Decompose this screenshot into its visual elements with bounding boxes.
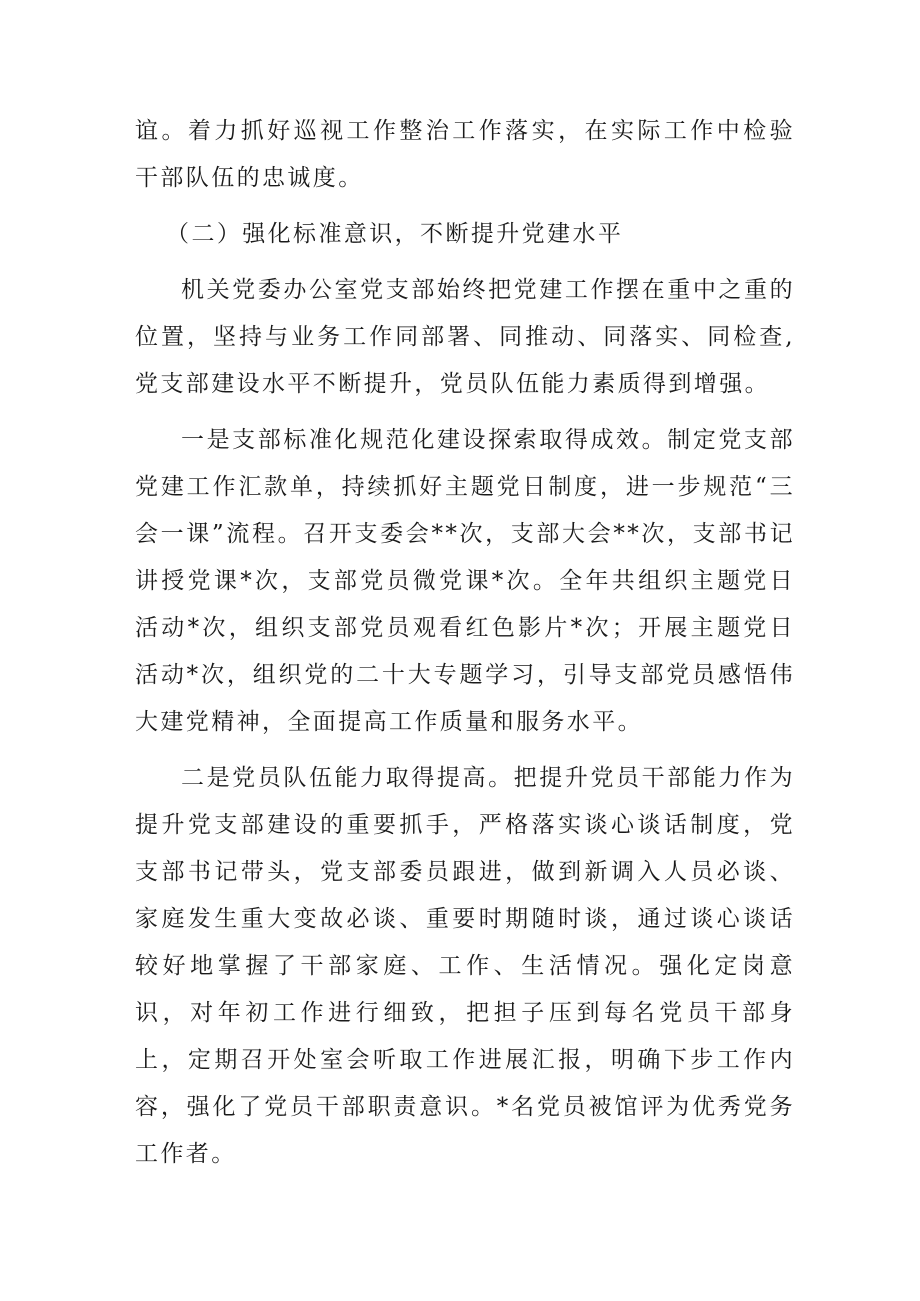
paragraph-standardization: 一是支部标准化规范化建设探索取得成效。制定党支部党建工作汇款单，持续抓好主题党日制度，进一步规范“三会一课”流程。召开支委会**次，支部大会**次，支部书记讲授党课*次，支部党员微党课*次。全年共组织主题党日活动*次，组织支部党员观看红色影片*次；开展主题党日活动*次，组织党的二十大专题学习，引导支部党员感悟伟大建党精神，全面提高工作质量和服务水平。 [135, 427, 795, 735]
paragraph-intro: 机关党委办公室党支部始终把党建工作摆在重中之重的位置，坚持与业务工作同部署、同推动、同落实、同检查,党支部建设水平不断提升，党员队伍能力素质得到增强。 [135, 277, 795, 397]
paragraph-team-capability: 二是党员队伍能力取得提高。把提升党员干部能力作为提升党支部建设的重要抓手，严格落实谈心谈话制度，党支部书记带头，党支部委员跟进，做到新调入人员必谈、家庭发生重大变故必谈、重要时期随时谈，通过谈心谈话较好地掌握了干部家庭、工作、生活情况。强化定岗意识，对年初工作进行细致，把担子压到每名党员干部身上，定期召开处室会听取工作进展汇报，明确下步工作内容，强化了党员干部职责意识。*名党员被馆评为优秀党务工作者。 [135, 765, 795, 1167]
document-body [135, 108, 795, 1187]
section-heading: （二）强化标准意识，不断提升党建水平 [166, 221, 624, 247]
paragraph-continuation: 谊。着力抓好巡视工作整治工作落实，在实际工作中检验干部队伍的忠诚度。 [135, 118, 795, 191]
